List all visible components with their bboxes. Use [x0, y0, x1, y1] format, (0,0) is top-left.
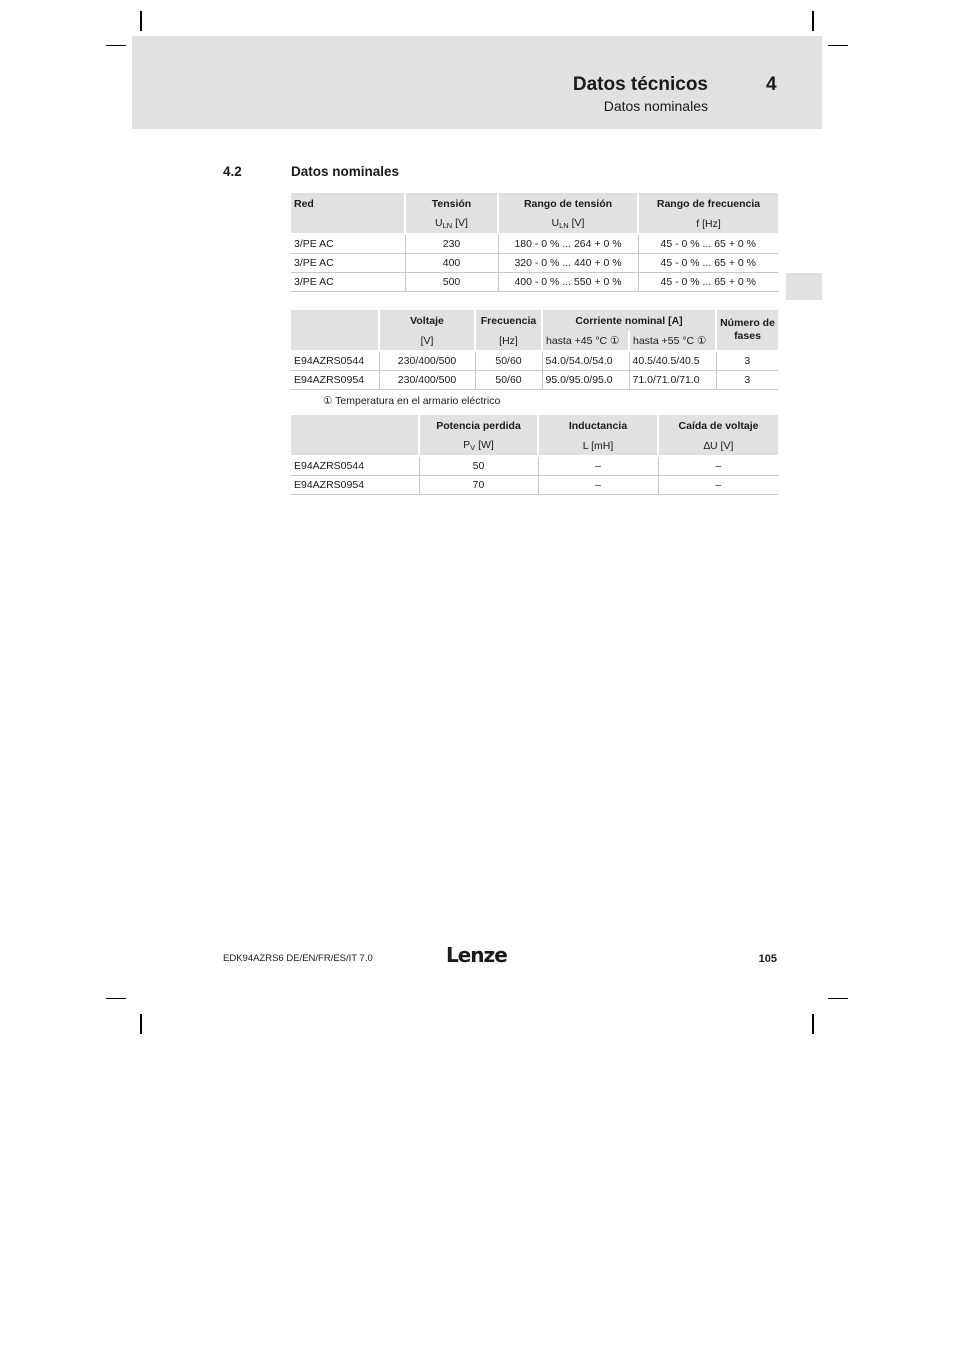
header-tension: Tensión — [405, 193, 498, 214]
header-phases: Número de fases — [716, 310, 778, 350]
table-units-row: [V] [Hz] hasta +45 °C ① hasta +55 °C ① — [291, 331, 778, 350]
header-rated-current: Corriente nominal [A] — [542, 310, 716, 331]
crop-mark — [828, 998, 848, 999]
table-row: 3/PE AC 230 180 - 0 % ... 264 + 0 % 45 - 0 % ... 65 + 0 % — [291, 235, 778, 254]
page-subtitle: Datos nominales — [603, 98, 708, 114]
table-header-row — [291, 310, 778, 331]
lenze-logo: Lenze — [446, 943, 507, 967]
crop-mark — [106, 45, 126, 46]
crop-mark — [812, 11, 814, 31]
table-row: E94AZRS0954 230/400/500 50/60 95.0/95.0/95.0 71.0/71.0/71.0 3 — [291, 371, 778, 390]
table-row: 3/PE AC 400 320 - 0 % ... 440 + 0 % 45 - 0 % ... 65 + 0 % — [291, 254, 778, 273]
section-number: 4.2 — [223, 164, 242, 179]
header-inductance: Inductancia — [538, 415, 658, 436]
header-frequency: Frecuencia — [475, 310, 542, 331]
table-units-row: $P_V$ [W] L [mH] ∆U [V] — [291, 436, 778, 455]
header-band — [132, 36, 822, 129]
unit-frequency: f [Hz] — [638, 214, 778, 233]
header-frequency-range: Rango de frecuencia — [638, 193, 778, 214]
header-voltage-range: Rango de tensión — [498, 193, 638, 214]
chapter-side-tab — [786, 273, 822, 300]
chapter-number: 4 — [766, 74, 777, 95]
losses-table — [291, 415, 778, 495]
header-power-loss: Potencia perdida — [419, 415, 538, 436]
table-header-row — [291, 193, 778, 214]
table-units-row — [291, 214, 778, 233]
page-title: Datos técnicos — [572, 74, 708, 95]
table-row: E94AZRS0544 50 – – — [291, 457, 778, 476]
table-header-row — [291, 415, 778, 436]
table-row: E94AZRS0954 70 – – — [291, 476, 778, 495]
unit-tension: $U_{LN}$ [V] — [405, 214, 498, 233]
footnote: ① Temperatura en el armario eléctrico — [323, 395, 501, 407]
header-voltage-drop: Caída de voltaje — [658, 415, 778, 436]
crop-mark — [140, 1014, 142, 1034]
table-row: 3/PE AC 500 400 - 0 % ... 550 + 0 % 45 - 0 % ... 65 + 0 % — [291, 273, 778, 292]
section-title: Datos nominales — [291, 164, 400, 179]
document-code: EDK94AZRS6 DE/EN/FR/ES/IT 7.0 — [223, 953, 373, 964]
network-table — [291, 193, 778, 292]
page-number: 105 — [758, 953, 777, 965]
crop-mark — [828, 45, 848, 46]
unit-voltage-range: $U_{LN}$ [V] — [498, 214, 638, 233]
table-row: E94AZRS0544 230/400/500 50/60 54.0/54.0/54.0 40.5/40.5/40.5 3 — [291, 352, 778, 371]
current-table — [291, 310, 778, 390]
unit-power-loss: $P_V$ [W] — [419, 436, 538, 455]
crop-mark — [812, 1014, 814, 1034]
crop-mark — [106, 998, 126, 999]
header-red: Red — [291, 193, 405, 214]
header-voltage: Voltaje — [379, 310, 475, 331]
crop-mark — [140, 11, 142, 31]
